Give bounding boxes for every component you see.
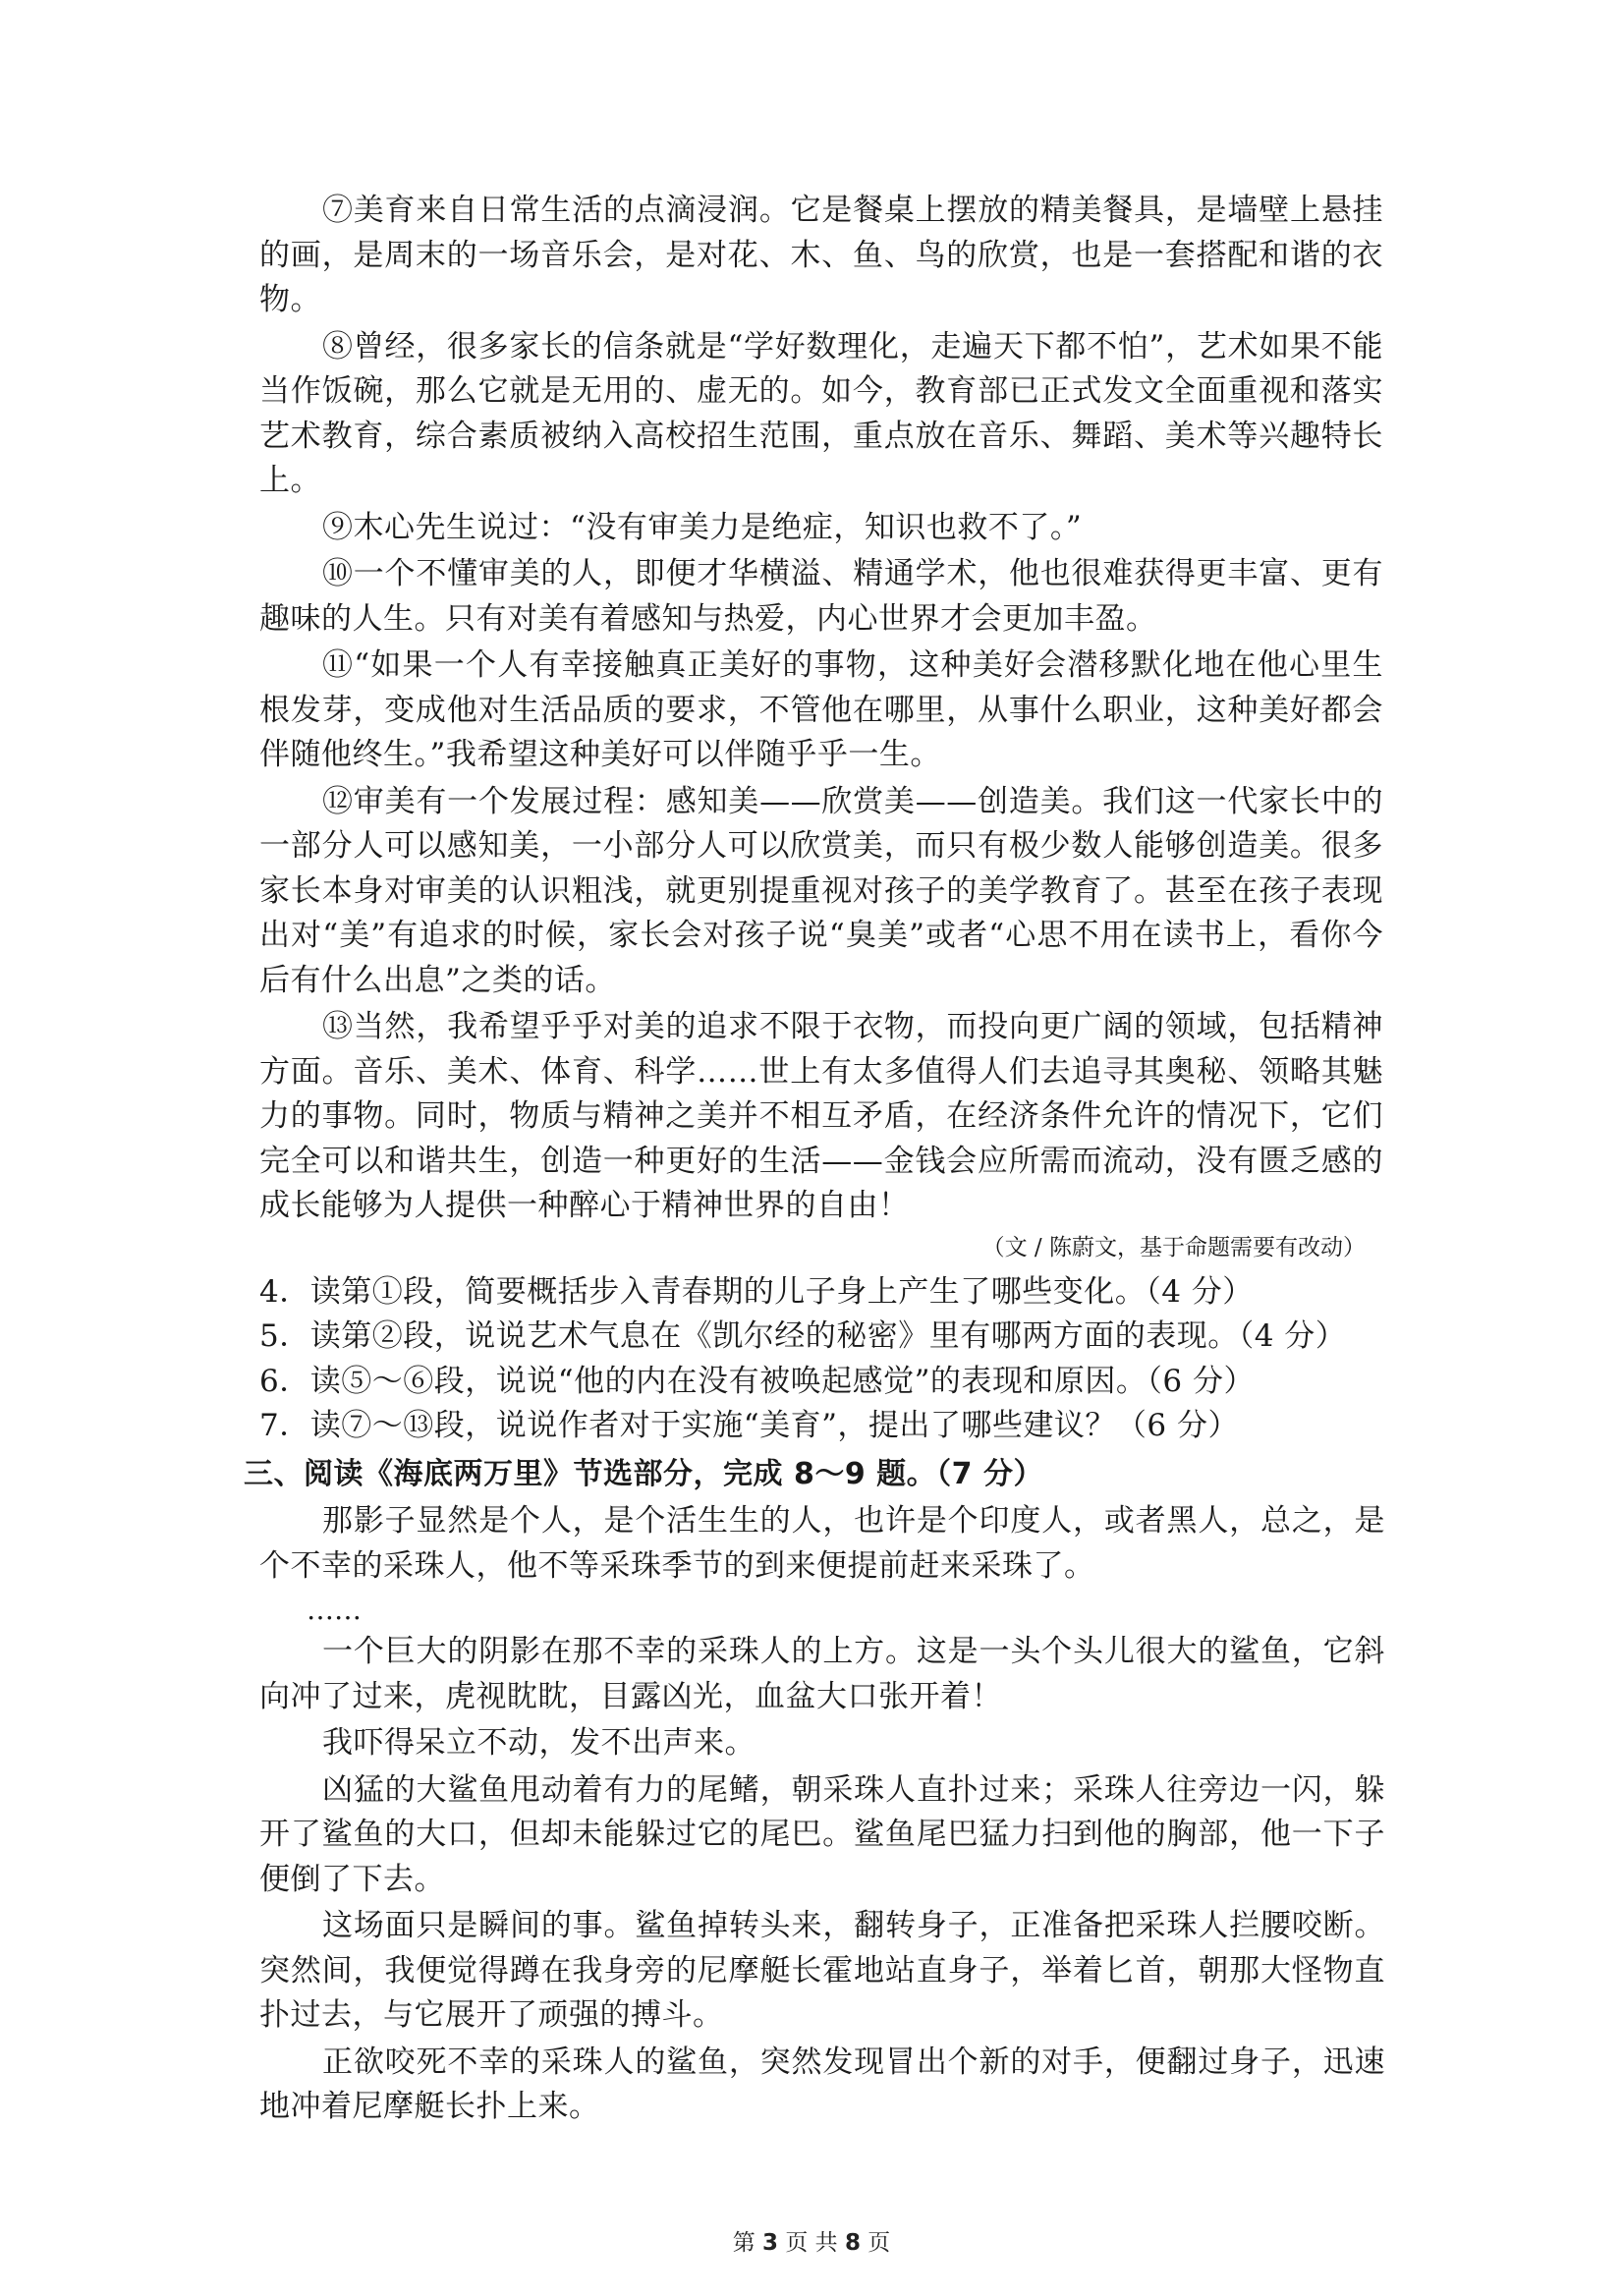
question-4: 4．读第①段，简要概括步入青春期的儿子身上产生了哪些变化。（4 分） <box>259 1273 1254 1310</box>
footer-page-number: 3 <box>762 2230 779 2256</box>
section-three <box>244 1452 1385 2132</box>
footer-middle: 页 共 <box>785 2230 838 2256</box>
excerpt-ellipsis: …… <box>307 1594 362 1626</box>
excerpt-paragraph-5: 这场面只是瞬间的事。鲨鱼掉转头来，翻转身子，正准备把采珠人拦腰咬断。突然间，我便觉得蹲在我身旁的尼摩艇长霍地站直身子，举着匕首，朝那大怪物直扑过去，与它展开了顽强的搏斗。 <box>259 1908 1385 2033</box>
paragraph-9: ⑨木心先生说过：“没有审美力是绝症，知识也救不了。” <box>322 509 1083 545</box>
question-7: 7．读⑦～⑬段，说说作者对于实施“美育”，提出了哪些建议？（6 分） <box>259 1408 1239 1443</box>
excerpt-paragraph-4: 凶猛的大鲨鱼甩动着有力的尾鳍，朝采珠人直扑过来；采珠人往旁边一闪，躲开了鲨鱼的大口，但却未能躲过它的尾巴。鲨鱼尾巴猛力扫到他的胸部，他一下子便倒了下去。 <box>259 1771 1385 1897</box>
question-6: 6．读⑤～⑥段，说说“他的内在没有被唤起感觉”的表现和原因。（6 分） <box>259 1363 1255 1399</box>
footer-suffix: 页 <box>867 2230 891 2256</box>
paragraph-13: ⑬当然，我希望乎乎对美的追求不限于衣物，而投向更广阔的领域，包括精神方面。音乐、美术、体育、科学……世上有太多值得人们去追寻其奥秘、领略其魅力的事物。同时，物质与精神之美并不相互矛盾，在经济条件允许的情况下，它们完全可以和谐共生，创造一种更好的生活——金钱会应所需而流动，没有匮乏感的成长能够为人提供一种醉心于精神世界的自由！ <box>259 1009 1383 1223</box>
section-title: 三、阅读《海底两万里》节选部分，完成 8～9 题。（7 分） <box>244 1457 1043 1491</box>
paragraph-10: ⑩一个不懂审美的人，即便才华横溢、精通学术，他也很难获得更丰富、更有趣味的人生。只有对美有着感知与热爱，内心世界才会更加丰盈。 <box>259 556 1383 637</box>
question-list <box>259 1270 1383 1449</box>
paragraph-7: ⑦美育来自日常生活的点滴浸润。它是餐桌上摆放的精美餐具，是墙壁上悬挂的画，是周末的一场音乐会，是对花、木、鱼、鸟的欣赏，也是一套搭配和谐的衣物。 <box>259 193 1383 317</box>
excerpt-paragraph-2: 一个巨大的阴影在那不幸的采珠人的上方。这是一头个头儿很大的鲨鱼，它斜向冲了过来，虎视眈眈，目露凶光，血盆大口张开着！ <box>259 1634 1385 1714</box>
footer-prefix: 第 <box>732 2230 756 2256</box>
excerpt-paragraph-3: 我吓得呆立不动，发不出声来。 <box>322 1725 756 1761</box>
paragraph-11: ⑪“如果一个人有幸接触真正美好的事物，这种美好会潜移默化地在他心里生根发芽，变成他对生活品质的要求，不管他在哪里，从事什么职业，这种美好都会伴随他终生。”我希望这种美好可以伴随乎乎一生。 <box>259 647 1383 772</box>
source-attribution: （文 / 陈蔚文，基于命题需要有改动） <box>981 1234 1366 1260</box>
excerpt-paragraph-6: 正欲咬死不幸的采珠人的鲨鱼，突然发现冒出个新的对手，便翻过身子，迅速地冲着尼摩艇长扑上来。 <box>259 2044 1385 2124</box>
passage-continuation <box>259 189 1383 1449</box>
footer-total-pages: 8 <box>844 2230 861 2256</box>
paragraph-8: ⑧曾经，很多家长的信条就是“学好数理化，走遍天下都不怕”，艺术如果不能当作饭碗，那么它就是无用的、虚无的。如今，教育部已正式发文全面重视和落实艺术教育，综合素质被纳入高校招生范围，重点放在音乐、舞蹈、美术等兴趣特长上。 <box>259 328 1383 498</box>
paragraph-12: ⑫审美有一个发展过程：感知美——欣赏美——创造美。我们这一代家长中的一部分人可以感知美，一小部分人可以欣赏美，而只有极少数人能够创造美。很多家长本身对审美的认识粗浅，就更别提重视对孩子的美学教育了。甚至在孩子表现出对“美”有追求的时候，家长会对孩子说“臭美”或者“心思不用在读书上，看你今后有什么出息”之类的话。 <box>259 783 1383 998</box>
question-5: 5．读第②段，说说艺术气息在《凯尔经的秘密》里有哪两方面的表现。（4 分） <box>259 1318 1347 1354</box>
page-footer <box>0 2224 1623 2257</box>
excerpt-paragraph-1: 那影子显然是个人，是个活生生的人，也许是个印度人，或者黑人，总之，是个不幸的采珠人，他不等采珠季节的到来便提前赶来采珠了。 <box>259 1503 1385 1584</box>
